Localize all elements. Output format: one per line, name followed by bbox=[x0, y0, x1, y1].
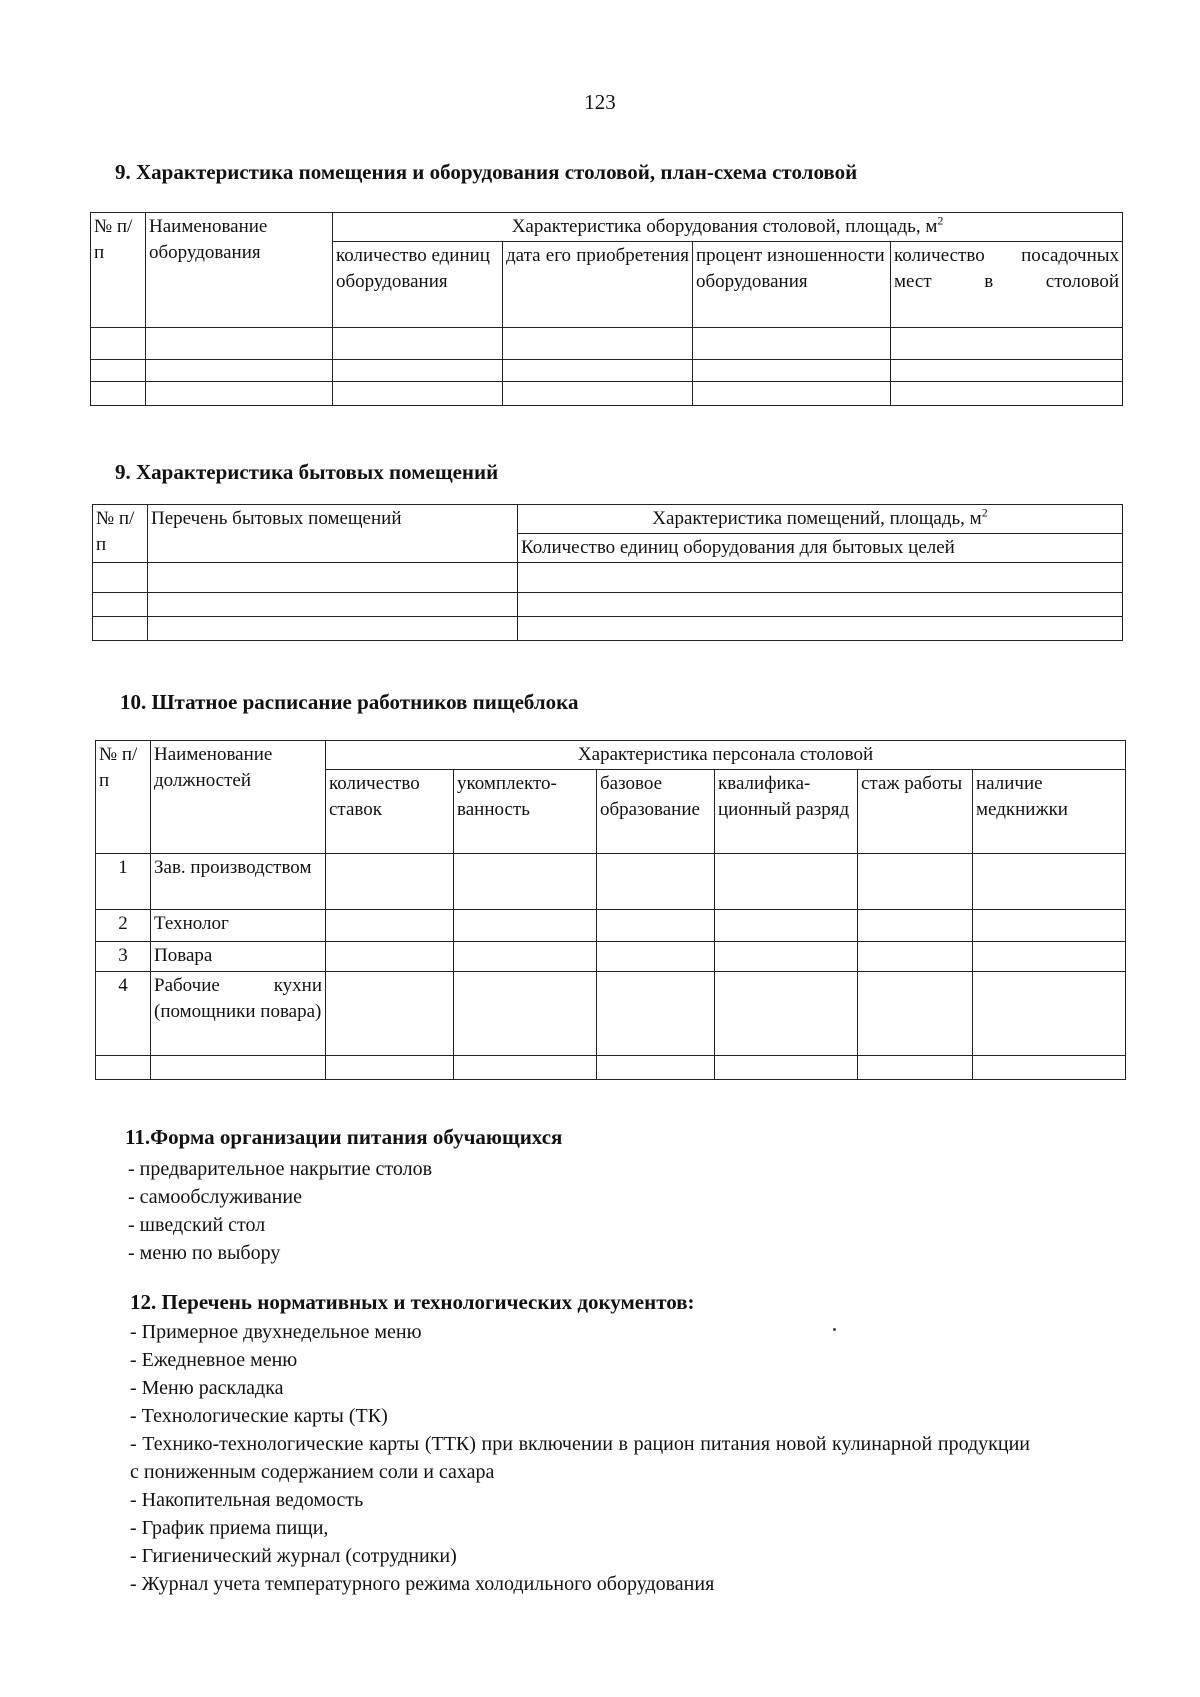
amenity-rooms-table bbox=[92, 504, 1123, 641]
list-item: - График приема пищи, bbox=[130, 1517, 329, 1539]
table-row bbox=[96, 1056, 1126, 1080]
col-header: укомплекто-ванность bbox=[454, 770, 597, 854]
group-header: Характеристика помещений, площадь, $м^2$ bbox=[518, 505, 1123, 534]
col-name-header: Наименование оборудования bbox=[146, 213, 333, 328]
staff-table bbox=[95, 740, 1126, 1080]
col-header: процент изношенности оборудования bbox=[693, 242, 891, 328]
section-9b-heading: 9. Характеристика бытовых помещений bbox=[115, 460, 499, 484]
group-header: Характеристика оборудования столовой, площадь, $м^2$ bbox=[333, 213, 1123, 242]
section-9a-heading: 9. Характеристика помещения и оборудования столовой, план-схема столовой bbox=[115, 160, 858, 184]
list-item: - Журнал учета температурного режима холодильного оборудования bbox=[130, 1573, 715, 1595]
list-item: - самообслуживание bbox=[128, 1186, 302, 1208]
sub-header: Количество единиц оборудования для бытовых целей bbox=[518, 534, 1123, 563]
scan-speck bbox=[833, 1328, 836, 1331]
table-row bbox=[93, 563, 1123, 593]
table-row bbox=[93, 593, 1123, 617]
list-item: - Технико-технологические карты (ТТК) при включении в рацион питания новой кулинарной продукции с пониженным содержанием соли и сахара bbox=[130, 1433, 1030, 1483]
group-header: Характеристика персонала столовой bbox=[326, 741, 1126, 770]
section-11-heading: 11.Форма организации питания обучающихся bbox=[125, 1125, 563, 1149]
col-num-header: № п/п bbox=[96, 741, 151, 854]
list-item: - Примерное двухнедельное меню bbox=[130, 1321, 422, 1343]
col-header: количество посадочных мест в столовой bbox=[891, 242, 1123, 328]
table-row: 2 Технолог bbox=[96, 910, 1126, 942]
col-name-header: Перечень бытовых помещений bbox=[148, 505, 518, 563]
list-item: - Технологические карты (ТК) bbox=[130, 1405, 388, 1427]
table-row bbox=[91, 360, 1123, 382]
table-row: 3 Повара bbox=[96, 942, 1126, 972]
col-header: количество единиц оборудования bbox=[333, 242, 503, 328]
list-item: - Меню раскладка bbox=[130, 1377, 284, 1399]
equipment-table bbox=[90, 212, 1123, 406]
list-item: - Ежедневное меню bbox=[130, 1349, 298, 1371]
section-10-heading: 10. Штатное расписание работников пищеблока bbox=[120, 690, 579, 714]
page-number: 123 bbox=[584, 90, 616, 114]
col-name-header: Наименование должностей bbox=[151, 741, 326, 854]
col-header: дата его приобретения bbox=[503, 242, 693, 328]
list-item: - Накопительная ведомость bbox=[130, 1489, 364, 1511]
col-header: наличие медкнижки bbox=[973, 770, 1126, 854]
col-header: базовое образование bbox=[597, 770, 715, 854]
table-row: 1 Зав. производством bbox=[96, 854, 1126, 910]
list-item: - предварительное накрытие столов bbox=[128, 1158, 433, 1180]
documents-list bbox=[130, 1318, 1030, 1598]
table-row bbox=[91, 382, 1123, 406]
col-header: количество ставок bbox=[326, 770, 454, 854]
list-item: - Гигиенический журнал (сотрудники) bbox=[130, 1545, 457, 1567]
table-row: 4 Рабочие кухни (помощники повара) bbox=[96, 972, 1126, 1056]
section-12-heading: 12. Перечень нормативных и технологических документов: bbox=[130, 1290, 695, 1314]
col-header: стаж работы bbox=[858, 770, 973, 854]
organization-forms-list bbox=[128, 1155, 432, 1267]
table-row bbox=[91, 328, 1123, 360]
table-row bbox=[93, 617, 1123, 641]
list-item: - меню по выбору bbox=[128, 1242, 281, 1264]
col-num-header: № п/п bbox=[91, 213, 146, 328]
list-item: - шведский стол bbox=[128, 1214, 266, 1236]
col-header: квалифика-ционный разряд bbox=[715, 770, 858, 854]
col-num-header: № п/п bbox=[93, 505, 148, 563]
